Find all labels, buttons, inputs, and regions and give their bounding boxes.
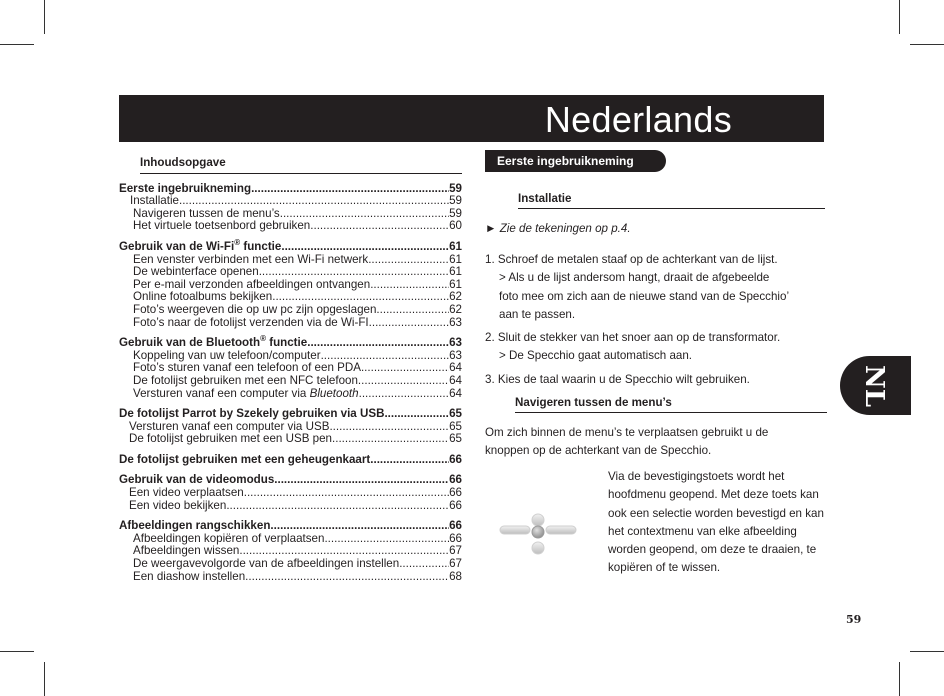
language-tab bbox=[840, 356, 911, 415]
toc-section bbox=[119, 408, 462, 446]
crop-mark bbox=[910, 651, 944, 652]
toc-leader-dots bbox=[332, 433, 449, 446]
toc-leader-dots bbox=[281, 241, 449, 254]
toc-entry-title: De fotolijst gebruiken met een NFC telefoon bbox=[133, 373, 358, 387]
toc-item bbox=[119, 317, 462, 330]
crop-mark bbox=[44, 662, 45, 696]
navigation-buttons-illustration bbox=[494, 510, 582, 566]
language-tab-label: NL bbox=[859, 365, 889, 408]
toc-section-title bbox=[119, 520, 462, 533]
toc-item bbox=[119, 195, 462, 208]
toc-body bbox=[119, 183, 462, 584]
installation-step bbox=[485, 329, 827, 366]
toc-page-number: 61 bbox=[449, 239, 462, 253]
toc-page-number: 63 bbox=[449, 336, 462, 350]
installation-step bbox=[485, 251, 827, 324]
toc-entry-title: De webinterface openen bbox=[133, 265, 259, 279]
toc-entry-title: Het virtuele toetsenbord gebruiken bbox=[133, 219, 311, 233]
toc-entry-title: Versturen vanaf een computer via Bluetooth bbox=[133, 386, 359, 400]
toc-page-number: 61 bbox=[449, 252, 462, 266]
toc-entry-title: Online fotoalbums bekijken bbox=[133, 290, 273, 304]
toc-entry-title: De fotolijst Parrot by Szekely gebruiken via USB bbox=[119, 407, 385, 421]
toc-item bbox=[119, 558, 462, 571]
toc-leader-dots bbox=[399, 558, 449, 571]
left-button-icon bbox=[500, 526, 530, 534]
toc-page-number: 61 bbox=[449, 265, 462, 279]
toc-entry-title: Afbeeldingen wissen bbox=[133, 544, 240, 558]
step-text: 1. Schroef de metalen staaf op de achterkant van de lijst. bbox=[485, 253, 778, 266]
toc-page-number: 59 bbox=[449, 181, 462, 195]
toc-page-number: 60 bbox=[449, 219, 462, 233]
step-detail: > Als u de lijst andersom hangt, draait de afgebeelde bbox=[499, 271, 770, 285]
toc-item bbox=[119, 304, 462, 317]
toc-section bbox=[119, 474, 462, 512]
toc-leader-dots bbox=[307, 337, 449, 350]
toc-leader-dots bbox=[370, 454, 449, 467]
crop-mark bbox=[0, 651, 34, 652]
navigation-description: Via de bevestigingstoets wordt het hoofdmenu geopend. Met deze toets kan ook een selectie worden bevestigd en kan het contextmenu van elke afbeelding worden geopend, om deze te draaien, te kopiëren of te wissen. bbox=[608, 470, 824, 575]
toc-entry-title: De fotolijst gebruiken met een USB pen bbox=[129, 432, 333, 446]
toc-item bbox=[119, 266, 462, 279]
toc-leader-dots bbox=[370, 279, 449, 292]
toc-page-number: 66 bbox=[449, 452, 462, 466]
toc-entry-title: Foto’s weergeven die op uw pc zijn opgeslagen bbox=[133, 302, 377, 316]
crop-mark bbox=[899, 662, 900, 696]
toc-item bbox=[119, 487, 462, 500]
toc-section-title bbox=[119, 238, 462, 254]
toc-entry-title: Afbeeldingen rangschikken bbox=[119, 519, 271, 533]
toc-entry-title: Installatie bbox=[130, 194, 179, 208]
crop-mark bbox=[44, 0, 45, 34]
down-button-icon bbox=[532, 542, 544, 554]
toc-page-number: 66 bbox=[449, 473, 462, 487]
toc-entry-title: Versturen vanaf een computer via USB bbox=[129, 419, 330, 433]
toc-page-number: 66 bbox=[449, 519, 462, 533]
toc-page-number: 64 bbox=[449, 361, 462, 375]
toc-section bbox=[119, 183, 462, 233]
toc-entry-title: Foto’s sturen vanaf een telefoon of een PDA bbox=[133, 361, 361, 375]
toc-leader-dots bbox=[369, 317, 449, 330]
navigeren-heading: Navigeren tussen de menu’s bbox=[515, 396, 827, 413]
toc-leader-dots bbox=[226, 500, 449, 513]
toc-page-number: 62 bbox=[449, 302, 462, 316]
see-drawings-note: ► Zie de tekeningen op p.4. bbox=[485, 222, 631, 235]
toc-entry-title: De weergavevolgorde van de afbeeldingen instellen bbox=[133, 557, 400, 571]
toc-page-number: 67 bbox=[449, 557, 462, 571]
toc-page-number: 61 bbox=[449, 277, 462, 291]
step-detail: > De Specchio gaat automatisch aan. bbox=[499, 349, 693, 363]
toc-page-number: 63 bbox=[449, 348, 462, 362]
toc-entry-title: Navigeren tussen de menu’s bbox=[133, 206, 280, 220]
toc-leader-dots bbox=[179, 195, 449, 208]
toc-leader-dots bbox=[310, 220, 449, 233]
toc-entry-title: Een video bekijken bbox=[129, 498, 227, 512]
toc-leader-dots bbox=[359, 388, 450, 401]
toc-page-number: 66 bbox=[449, 486, 462, 500]
toc-item bbox=[119, 220, 462, 233]
toc-page-number: 65 bbox=[449, 432, 462, 446]
crop-mark bbox=[0, 44, 34, 45]
toc-leader-dots bbox=[324, 533, 449, 546]
toc-page-number: 64 bbox=[449, 386, 462, 400]
toc-leader-dots bbox=[376, 304, 449, 317]
page-number: 59 bbox=[846, 613, 862, 626]
installation-steps bbox=[485, 251, 827, 394]
toc-entry-title: Foto’s naar de fotolijst verzenden via de Wi-FI bbox=[133, 315, 369, 329]
installation-step bbox=[485, 371, 827, 389]
toc-page-number: 66 bbox=[449, 531, 462, 545]
toc-section bbox=[119, 520, 462, 583]
toc-entry-title: De fotolijst gebruiken met een geheugenkaart bbox=[119, 452, 371, 466]
toc-entry-title: Afbeeldingen kopiëren of verplaatsen bbox=[133, 531, 325, 545]
up-button-icon bbox=[532, 514, 544, 526]
crop-mark bbox=[899, 0, 900, 34]
toc-page-number: 59 bbox=[449, 194, 462, 208]
toc-entry-title: Koppeling van uw telefoon/computer bbox=[133, 348, 321, 362]
toc-page-number: 66 bbox=[449, 498, 462, 512]
toc-item bbox=[119, 388, 462, 401]
toc-entry-title: Een diashow instellen bbox=[133, 569, 246, 583]
toc-entry-title: Gebruik van de videomodus bbox=[119, 473, 275, 487]
toc-section bbox=[119, 454, 462, 467]
confirm-button-icon bbox=[532, 526, 544, 538]
toc-item bbox=[119, 500, 462, 513]
toc-page-number: 62 bbox=[449, 290, 462, 304]
toc-leader-dots bbox=[245, 571, 449, 584]
navigation-intro: Om zich binnen de menu’s te verplaatsen gebruikt u de knoppen op de achterkant van de Specchio. bbox=[485, 426, 769, 458]
toc-page-number: 63 bbox=[449, 315, 462, 329]
toc-section-title bbox=[119, 454, 462, 467]
toc-leader-dots bbox=[251, 183, 449, 196]
toc-leader-dots bbox=[270, 520, 449, 533]
toc-page-number: 67 bbox=[449, 544, 462, 558]
crop-mark bbox=[910, 44, 944, 45]
installatie-heading: Installatie bbox=[518, 192, 825, 209]
step-detail: foto mee om zich aan de nieuwe stand van de Specchio’ bbox=[499, 289, 790, 303]
toc-page-number: 59 bbox=[449, 206, 462, 220]
toc-leader-dots bbox=[384, 408, 449, 421]
toc-section-title bbox=[119, 408, 462, 421]
section-pill: Eerste ingebruikneming bbox=[485, 150, 666, 172]
toc-page-number: 68 bbox=[449, 569, 462, 583]
toc-entry-title: Gebruik van de Bluetooth® functie bbox=[119, 334, 308, 350]
toc-item bbox=[119, 571, 462, 584]
toc-section bbox=[119, 334, 462, 400]
toc-page-number: 64 bbox=[449, 373, 462, 387]
step-detail: aan te passen. bbox=[499, 307, 576, 321]
toc-entry-title: Een venster verbinden met een Wi-Fi netwerk bbox=[133, 252, 369, 266]
toc-leader-dots bbox=[358, 375, 449, 388]
toc-leader-dots bbox=[361, 362, 449, 375]
right-button-icon bbox=[546, 526, 576, 534]
toc-leader-dots bbox=[259, 266, 449, 279]
toc-section-title bbox=[119, 334, 462, 350]
banner-title: Nederlands bbox=[544, 99, 732, 140]
toc-entry-title: Een video verplaatsen bbox=[129, 486, 244, 500]
toc-leader-dots bbox=[274, 474, 449, 487]
toc-item bbox=[119, 375, 462, 388]
language-banner bbox=[119, 95, 824, 142]
toc-item bbox=[119, 433, 462, 446]
toc-leader-dots bbox=[368, 254, 449, 267]
toc-entry-title: Gebruik van de Wi-Fi® functie bbox=[119, 238, 282, 253]
toc-leader-dots bbox=[244, 487, 449, 500]
toc-page-number: 65 bbox=[449, 407, 462, 421]
table-of-contents bbox=[119, 157, 462, 591]
toc-entry-title: Eerste ingebruikneming bbox=[119, 181, 252, 195]
toc-section bbox=[119, 238, 462, 329]
step-text: 3. Kies de taal waarin u de Specchio wilt gebruiken. bbox=[485, 372, 750, 386]
toc-entry-title: Per e-mail verzonden afbeeldingen ontvangen bbox=[133, 277, 371, 291]
step-text: 2. Sluit de stekker van het snoer aan op de transformator. bbox=[485, 331, 781, 345]
toc-leader-dots bbox=[329, 421, 449, 434]
toc-heading: Inhoudsopgave bbox=[140, 157, 462, 174]
toc-page-number: 65 bbox=[449, 419, 462, 433]
